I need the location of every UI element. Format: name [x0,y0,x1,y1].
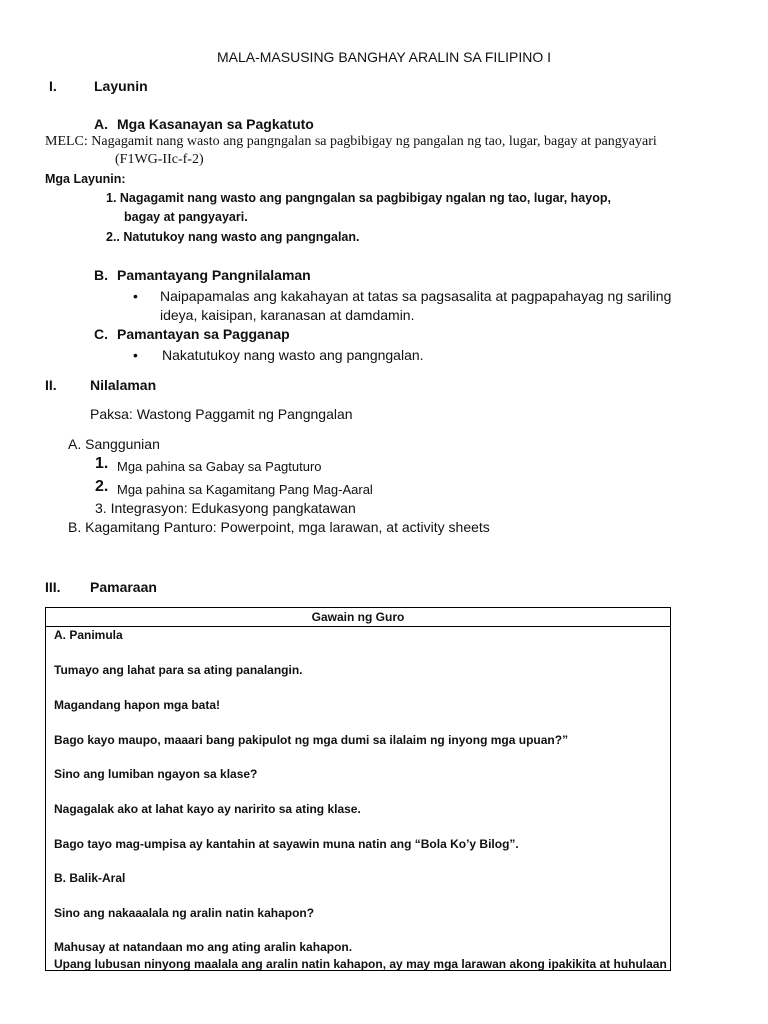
section-ii-numeral: II. [45,377,57,393]
melc-line [45,134,657,150]
table-line: Tumayo ang lahat para sa ating panalangin. [54,663,303,677]
table-line: Bago tayo mag-umpisa ay kantahin at sayawin muna natin ang “Bola Ko’y Bilog”. [54,837,519,851]
section-b-label: B. [94,267,108,283]
section-a-heading: Mga Kasanayan sa Pagkatuto [117,116,314,132]
paksa: Paksa: Wastong Paggamit ng Pangngalan [90,406,353,422]
table-line: A. Panimula [54,628,123,642]
section-b-heading: Pamantayang Pangnilalaman [117,267,311,283]
sanggunian-1: Mga pahina sa Gabay sa Pagtuturo [117,459,322,474]
section-iii-heading: Pamaraan [90,579,157,595]
melc-label: MELC: [45,134,88,149]
bullet-icon: • [133,347,138,363]
sanggunian-2-number: 2. [95,478,109,495]
page-title: MALA-MASUSING BANGHAY ARALIN SA FILIPINO I [216,49,552,65]
sanggunian: A. Sanggunian [68,436,160,452]
section-i-numeral: I. [49,78,57,94]
table-line: Nagagalak ako at lahat kayo ay naririto sa ating klase. [54,802,361,816]
sanggunian-1-number: 1. [95,455,109,472]
table-line: Mahusay at natandaan mo ang ating aralin kahapon. [54,940,353,954]
table-line: B. Balik-Aral [54,871,126,885]
table-line: Sino ang lumiban ngayon sa klase? [54,767,258,781]
section-b-bullet-line-1: Naipapamalas ang kakahayan at tatas sa pagsasalita at pagpapahayag ng sariling [160,288,672,304]
sanggunian-3: 3. Integrasyon: Edukasyong pangkatawan [95,500,356,516]
layunin-item-1-line-2: bagay at pangyayari. [124,210,248,224]
kagamitang-panturo: B. Kagamitang Panturo: Powerpoint, mga larawan, at activity sheets [68,519,490,535]
layunin-item-1-line-1: 1. Nagagamit nang wasto ang pangngalan sa pagbibigay ngalan ng tao, lugar, hayop, [106,191,611,205]
table-line: Bago kayo maupo, maaari bang pakipulot ng mga dumi sa ilalaim ng inyong mga upuan?” [54,733,569,747]
section-a-label: A. [94,116,108,132]
section-b-bullet-line-2: ideya, kaisipan, karanasan at damdamin. [160,307,415,323]
section-c-label: C. [94,326,108,342]
layunin-heading: Mga Layunin: [45,172,126,186]
table-line: Sino ang nakaaalala ng aralin natin kahapon? [54,906,315,920]
table-header: Gawain ng Guro [46,608,670,627]
section-c-bullet: Nakatutukoy nang wasto ang pangngalan. [162,347,424,363]
sanggunian-2: Mga pahina sa Kagamitang Pang Mag-Aaral [117,482,373,497]
table-line: Magandang hapon mga bata! [54,698,221,712]
melc-code: (F1WG-IIc-f-2) [115,152,204,167]
section-iii-numeral: III. [45,579,61,595]
gawain-table [45,607,671,971]
section-ii-heading: Nilalaman [90,377,157,393]
layunin-item-2: 2.. Natutukoy nang wasto ang pangngalan. [106,230,360,244]
section-i-heading: Layunin [94,78,148,94]
table-line: Upang lubusan ninyong maalala ang aralin natin kahapon, ay may mga larawan akong ipakikita at huhulaan [54,957,667,971]
section-c-heading: Pamantayan sa Pagganap [117,326,290,342]
melc-text: Nagagamit nang wasto ang pangngalan sa pagbibigay ng pangalan ng tao, lugar, bagay at pangyayari [91,134,657,149]
bullet-icon: • [133,288,138,304]
